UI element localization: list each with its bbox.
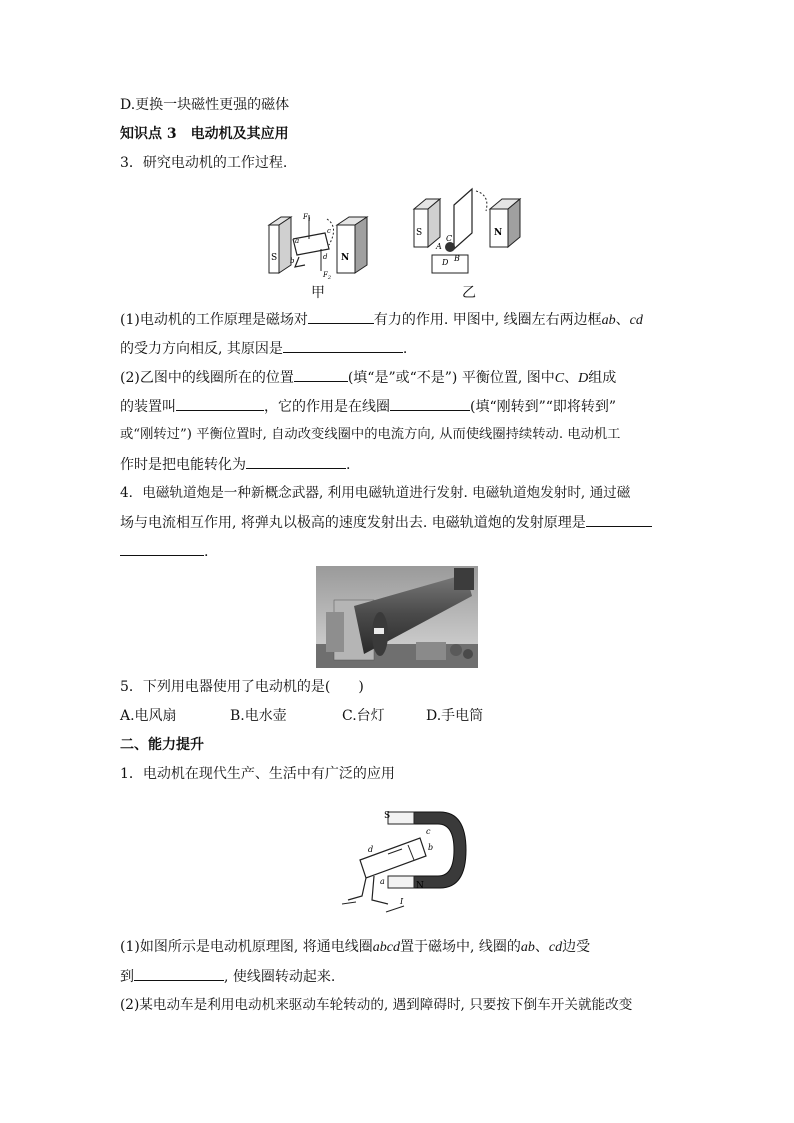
answer-blank[interactable] (246, 454, 346, 469)
label-i: I (400, 897, 404, 906)
answer-blank[interactable] (308, 309, 374, 324)
p1-part1-line1: (1)如图所示是电动机原理图, 将通电线圈abcd置于磁场中, 线圈的ab、cd边受 (120, 939, 591, 955)
label-a: a (380, 877, 385, 886)
label-d: d (368, 845, 374, 854)
label-C: C (446, 234, 453, 243)
q5-option-c[interactable]: C.台灯 (342, 708, 385, 724)
magnet-n-yi (490, 199, 520, 247)
label-D: D (442, 258, 449, 267)
question-3-title: 3．研究电动机的工作过程. (120, 155, 288, 171)
label-A: A (436, 242, 442, 251)
q3-part2-line1: (2)乙图中的线圈所在的位置 (填“是”或“不是”) 平衡位置, 图中C、D组成 (120, 367, 616, 389)
caption-jia: 甲 (311, 285, 325, 301)
q5-title: 5．下列用电器使用了电动机的是( ) (120, 679, 364, 695)
label-c: c (327, 227, 331, 235)
label-f1: $F_1$ (303, 213, 312, 223)
label-f2: $F_2$ (323, 271, 332, 280)
p1-part1-line2: 到 , 使线圈转动起来. (120, 966, 335, 987)
label-s: S (271, 253, 278, 263)
option-d-text: D.更换一块磁性更强的磁体 (120, 97, 290, 113)
q3-part1-line2: 的受力方向相反, 其原因是 . (120, 338, 407, 359)
q3-part2-line2: 的装置叫 ，它的作用是在线圈 (填“刚转到”“即将转到” (120, 396, 616, 417)
label-d: d (323, 253, 328, 261)
section-heading-ability: 二、能力提升 (120, 737, 204, 753)
label-n: N (494, 228, 503, 238)
q4-line1: 4．电磁轨道炮是一种新概念武器, 利用电磁轨道进行发射. 电磁轨道炮发射时, 通过磁 (120, 485, 631, 501)
magnet-s-yi (414, 199, 440, 247)
label-b: b (428, 843, 434, 852)
answer-blank[interactable] (176, 396, 264, 411)
q5-option-d[interactable]: D.手电筒 (426, 708, 484, 724)
section-heading-knowledge-3: 知识点 3 电动机及其应用 (120, 126, 289, 142)
label-n: N (416, 881, 424, 891)
answer-blank[interactable] (283, 338, 403, 353)
label-b: b (290, 257, 295, 265)
q4-line3: . (120, 541, 208, 562)
motor-diagram (338, 800, 470, 918)
figure-jia (265, 205, 375, 280)
q5-option-a[interactable]: A.电风扇 (120, 708, 177, 724)
railgun-photo (316, 566, 478, 668)
magnet-s-jia (269, 217, 291, 273)
label-s: S (384, 811, 391, 821)
answer-blank[interactable] (120, 541, 204, 556)
q3-part1-line1: (1)电动机的工作原理是磁场对 有力的作用. 甲图中, 线圈左右两边框ab、cd (120, 309, 643, 331)
label-n: N (341, 253, 350, 263)
q4-line2: 场与电流相互作用, 将弹丸以极高的速度发射出去. 电磁轨道炮的发射原理是 (120, 512, 652, 533)
answer-blank[interactable] (294, 367, 348, 382)
answer-blank[interactable] (390, 396, 470, 411)
label-B: B (454, 254, 460, 263)
label-a: a (295, 237, 300, 245)
magnet-n-jia (337, 217, 367, 273)
q3-part2-line4: 作时是把电能转化为 . (120, 454, 350, 475)
label-s: S (416, 228, 423, 238)
p1-part2-line1: (2)某电动车是利用电动机来驱动车轮转动的, 遇到障碍时, 只要按下倒车开关就能改变 (120, 997, 633, 1013)
answer-blank[interactable] (586, 512, 652, 527)
answer-blank[interactable] (134, 966, 224, 981)
q3-part2-line3: 或“刚转过”) 平衡位置时, 自动改变线圈中的电流方向, 从而使线圈持续转动. 电动机工 (120, 427, 621, 442)
caption-yi: 乙 (462, 285, 476, 301)
figure-yi (410, 185, 525, 280)
label-c: c (426, 827, 431, 836)
q5-option-b[interactable]: B.电水壶 (230, 708, 287, 724)
p1-title: 1．电动机在现代生产、生活中有广泛的应用 (120, 766, 395, 782)
